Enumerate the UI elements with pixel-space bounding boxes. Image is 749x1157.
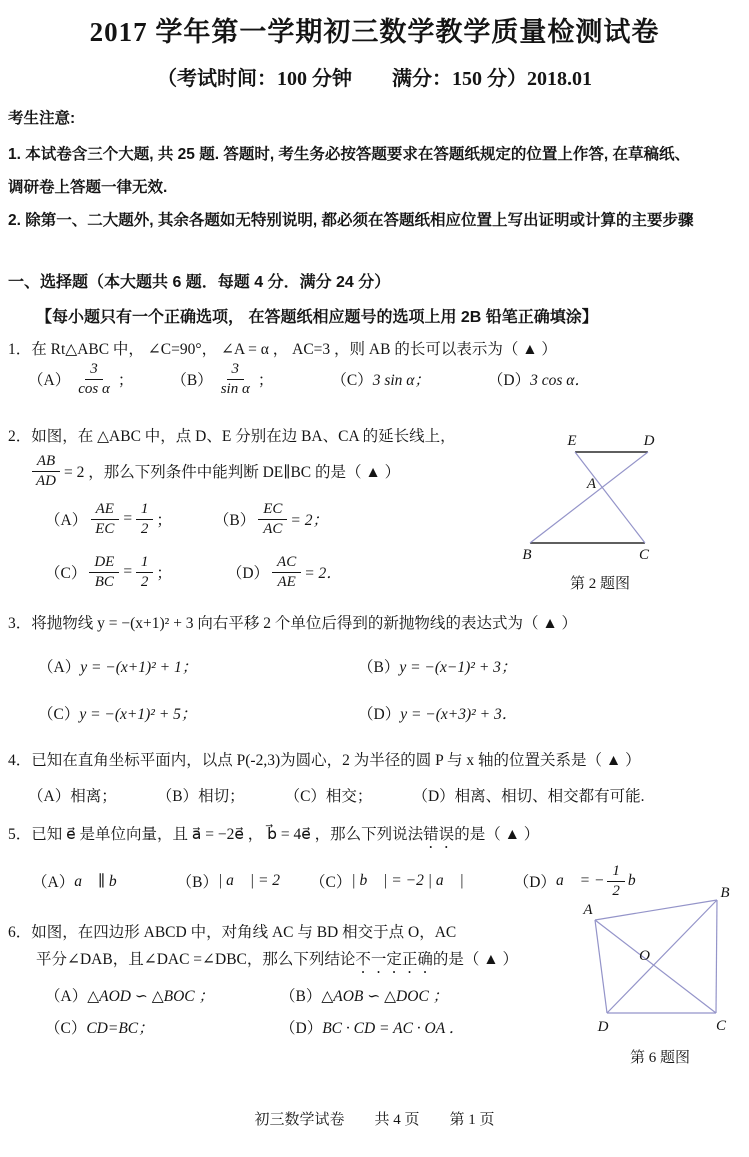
fraction-denominator: 2: [140, 573, 149, 590]
q3-option-d-expr: y = −(x+3)² + 3．: [400, 706, 518, 723]
vertex-label-A: A: [583, 902, 593, 918]
segment-AB: [595, 900, 717, 920]
section1-note: 【每小题只有一个正确选项， 在答题纸相应题号的选项上用 2B 铅笔正确填涂】: [36, 309, 598, 326]
page-title: 2017 学年第一学期初三数学教学质量检测试卷: [89, 17, 660, 47]
q3-option-a: [38, 655, 358, 677]
fraction-numerator: 3: [85, 360, 103, 380]
fraction-numerator: EC: [258, 500, 287, 520]
q4-option-d-text: 相离、相切、相交都有可能.: [454, 788, 645, 805]
fraction-numerator: AE: [91, 500, 119, 520]
q6-stem-pre: 平分∠DAB，且∠DAC =∠DBC，那么下列结论: [36, 951, 356, 968]
q2-option-a-frac1: [90, 500, 119, 539]
q2-option-b: [214, 500, 328, 539]
page-footer: 初三数学试卷 共 4 页 第 1 页: [254, 1112, 495, 1128]
q6-option-b-label: （B）: [280, 988, 322, 1005]
fraction-numerator: 1: [607, 862, 625, 882]
q4-option-b-text: 相切；: [198, 788, 245, 805]
q4-options: [28, 784, 645, 806]
q3-options-row1: [38, 655, 516, 677]
vertex-label-A: A: [586, 476, 596, 492]
q5-options: [32, 862, 664, 901]
q6-option-c: [45, 1016, 280, 1038]
q4-stem: 4．已知在直角坐标平面内，以点 P(-2,3)为圆心，2 为半径的圆 P 与 x 轴的位置关系是（ ▲ ）: [8, 752, 641, 769]
q4-option-b: [157, 784, 245, 806]
q2-option-d-suffix: = 2．: [304, 565, 342, 583]
q2-option-c-suffix: ；: [156, 565, 172, 583]
q3-option-c-expr: y = −(x+1)² + 5；: [79, 706, 197, 723]
q5-stem: [8, 822, 539, 852]
q2-option-a-label: （A）: [45, 512, 88, 530]
q2-option-c: [45, 553, 172, 592]
diagonal-AC: [595, 920, 716, 1013]
q1-option-b-fraction: [216, 360, 255, 399]
page-subtitle: （考试时间：100 分钟 满分：150 分）2018.01: [157, 68, 592, 90]
q6-figure-caption: 第 6 题图: [629, 1050, 690, 1066]
q5-stem-post: 的是（ ▲ ）: [454, 826, 540, 843]
q5-option-c: [310, 870, 480, 892]
fraction-denominator: 2: [612, 882, 620, 899]
q6-option-a-label: （A）: [45, 988, 88, 1005]
q2-figure: [515, 425, 685, 593]
fraction-numerator: DE: [89, 553, 119, 573]
q2-option-a-suffix: ；: [156, 512, 172, 530]
q2-option-c-equals: =: [122, 563, 133, 581]
segment-DA: [595, 920, 607, 1013]
q2-option-d-frac1: [272, 553, 301, 592]
q4-option-c-text: 相交；: [325, 788, 373, 805]
q2-option-c-frac1: [89, 553, 119, 592]
q6-option-c-expr: CD=BC；: [86, 1020, 154, 1037]
q4-option-d: [412, 784, 644, 806]
vertex-label-D: D: [597, 1019, 609, 1035]
q1-option-b: [171, 360, 273, 399]
fraction-numerator: 1: [136, 500, 154, 520]
q2-figure-drawing: [515, 425, 685, 563]
q5-option-b-label: （B）: [176, 874, 219, 892]
q1-option-a-fraction: [73, 360, 115, 399]
q3-option-d-label: （D）: [358, 706, 401, 723]
q1-options: [28, 360, 590, 399]
q2-option-c-frac2: [136, 553, 154, 592]
notice-line-1: 1. 本试卷含三个大题, 共 25 题. 答题时, 考生务必按答题要求在答题纸规定的位置上作答, 在草稿纸、: [8, 146, 691, 163]
q5-option-c-label: （C）: [310, 874, 352, 892]
q5-option-b: [177, 870, 296, 892]
q2-stem-fraction: [31, 452, 61, 491]
q2-option-b-frac1: [258, 500, 287, 539]
q6-stem-line1: 6．如图，在四边形 ABCD 中，对角线 AC 与 BD 相交于点 O，AC: [8, 924, 457, 941]
q5-stem-pre: 5．已知 e⃗ 是单位向量，且 a⃗ = −2e⃗ ， b⃗ = 4e⃗ ，那么下列说法: [8, 826, 424, 843]
q5-option-c-expr: | b⃗ | = −2 | a⃗ | ；: [351, 872, 480, 890]
fraction-denominator: EC: [95, 520, 115, 537]
q1-option-b-suffix: ；: [257, 372, 274, 390]
fraction-denominator: AD: [36, 472, 56, 489]
q6-options-row2: [45, 1016, 464, 1038]
q6-figure-drawing: [580, 882, 740, 1037]
q2-option-c-label: （C）: [45, 565, 87, 583]
fraction-denominator: AE: [277, 573, 296, 590]
q6-option-b-expr: △AOB ∽ △DOC ；: [321, 988, 449, 1005]
q1-option-a-suffix: ；: [117, 372, 134, 390]
q3-option-d: [358, 702, 517, 724]
segment-BD: [530, 452, 648, 543]
q4-option-d-label: （D）: [412, 788, 455, 805]
q1-option-c-expr: 3 sin α；: [372, 372, 430, 390]
fraction-denominator: BC: [94, 573, 114, 590]
q1-option-b-label: （B）: [171, 372, 213, 390]
q3-stem: 3．将抛物线 y = −(x+1)² + 3 向右平移 2 个单位后得到的新抛物线的表达式为（ ▲ ）: [8, 615, 578, 632]
fraction-numerator: 1: [136, 553, 154, 573]
q1-option-d-expr: 3 cos α．: [530, 372, 590, 390]
vertex-label-D: D: [643, 433, 655, 449]
fraction-denominator: cos α: [78, 380, 110, 397]
q4-option-c-label: （C）: [284, 788, 326, 805]
q2-stem-line1: 2．如图，在 △ABC 中，点 D、E 分别在边 BA、CA 的延长线上，: [8, 428, 456, 445]
q5-option-d-suffix: b⃗ ．: [627, 872, 664, 890]
q2-stem-line2: [28, 452, 400, 491]
q3-options-row2: [38, 702, 517, 724]
q6-option-a: [45, 984, 280, 1006]
q3-option-c-label: （C）: [38, 706, 80, 723]
fraction-denominator: 2: [140, 520, 149, 537]
q6-stem-line2: [36, 947, 518, 977]
diagonal-BD: [607, 900, 717, 1013]
q5-option-a: [32, 870, 145, 892]
q1-option-a: [28, 360, 133, 399]
q4-option-c: [285, 784, 373, 806]
notice-line-2: 调研卷上答题一律无效.: [8, 179, 168, 196]
fraction-denominator: sin α: [220, 380, 250, 397]
section1-heading: 一、选择题（本大题共 6 题．每题 4 分．满分 24 分）: [8, 274, 391, 291]
segment-EC: [575, 452, 645, 543]
q1-option-a-label: （A）: [28, 372, 71, 390]
q4-option-a-label: （A）: [28, 788, 71, 805]
q5-option-a-expr: a⃗ ∥ b⃗ ；: [74, 872, 145, 890]
q3-option-a-label: （A）: [38, 659, 81, 676]
q3-option-b: [358, 655, 516, 677]
intersection-label-O: O: [639, 948, 650, 964]
vertex-label-B: B: [720, 885, 730, 901]
q6-option-d-label: （D）: [280, 1020, 323, 1037]
q4-option-b-label: （B）: [156, 788, 199, 805]
q1-option-c-label: （C）: [331, 372, 373, 390]
q5-option-a-label: （A）: [32, 874, 75, 892]
q1-option-d: [488, 368, 590, 390]
q4-option-a: [28, 784, 117, 806]
q5-option-d-label: （D）: [513, 874, 556, 892]
q3-option-b-label: （B）: [358, 659, 400, 676]
q6-stem-post: 的是（ ▲ ）: [432, 951, 519, 968]
q1-option-c: [331, 368, 430, 390]
q2-options-row1: [45, 500, 328, 539]
q6-option-b: [280, 984, 448, 1006]
q2-options-row2: [45, 553, 342, 592]
fraction-numerator: AC: [272, 553, 301, 573]
q5-stem-emphasis: 错误: [423, 826, 455, 843]
q6-option-c-label: （C）: [45, 1020, 87, 1037]
q6-figure: [580, 882, 740, 1067]
q6-stem-emphasis: 不一定正确: [355, 951, 433, 968]
q2-option-d-label: （D）: [226, 565, 270, 583]
fraction-numerator: 3: [227, 360, 245, 380]
q2-option-b-suffix: = 2；: [290, 512, 328, 530]
q6-option-a-expr: △AOD ∽ △BOC ；: [87, 988, 215, 1005]
q2-option-d: [227, 553, 342, 592]
vertex-label-B: B: [522, 547, 532, 563]
q2-option-b-label: （B）: [213, 512, 256, 530]
notice-line-3: 2. 除第一、二大题外, 其余各题如无特别说明, 都必须在答题纸相应位置上写出证明或计算的主要步骤: [8, 212, 694, 229]
q5-option-b-expr: | a⃗ | = 2 ；: [218, 872, 296, 890]
q1-option-d-label: （D）: [487, 372, 531, 390]
vertex-label-E: E: [567, 433, 577, 449]
q6-option-d-expr: BC · CD = AC · OA ．: [322, 1020, 465, 1037]
fraction-denominator: AC: [263, 520, 283, 537]
q2-option-a-frac2: [136, 500, 154, 539]
q1-stem: 1．在 Rt△ABC 中， ∠C=90°， ∠A = α ， AC=3 ，则 AB 的长可以表示为（ ▲ ）: [8, 341, 557, 358]
q5-option-d-pre: a⃗ = −: [555, 872, 605, 890]
q2-stem-line2-text: = 2 ，那么下列条件中能判断 DE∥BC 的是（ ▲ ）: [64, 464, 401, 482]
q2-option-a: [45, 500, 172, 539]
q2-figure-caption: 第 2 题图: [569, 576, 630, 592]
q4-option-a-text: 相离；: [70, 788, 117, 805]
vertex-label-C: C: [638, 547, 650, 563]
q3-option-c: [38, 702, 358, 724]
vertex-label-C: C: [715, 1018, 727, 1034]
q3-option-b-expr: y = −(x−1)² + 3；: [399, 659, 517, 676]
q3-option-a-expr: y = −(x+1)² + 1；: [80, 659, 198, 676]
q6-options-row1: [45, 984, 448, 1006]
q2-option-a-equals: =: [122, 510, 133, 528]
q6-option-d: [280, 1016, 464, 1038]
notice-heading: 考生注意:: [8, 110, 76, 127]
segment-BC: [716, 900, 717, 1013]
fraction-numerator: AB: [32, 452, 60, 472]
